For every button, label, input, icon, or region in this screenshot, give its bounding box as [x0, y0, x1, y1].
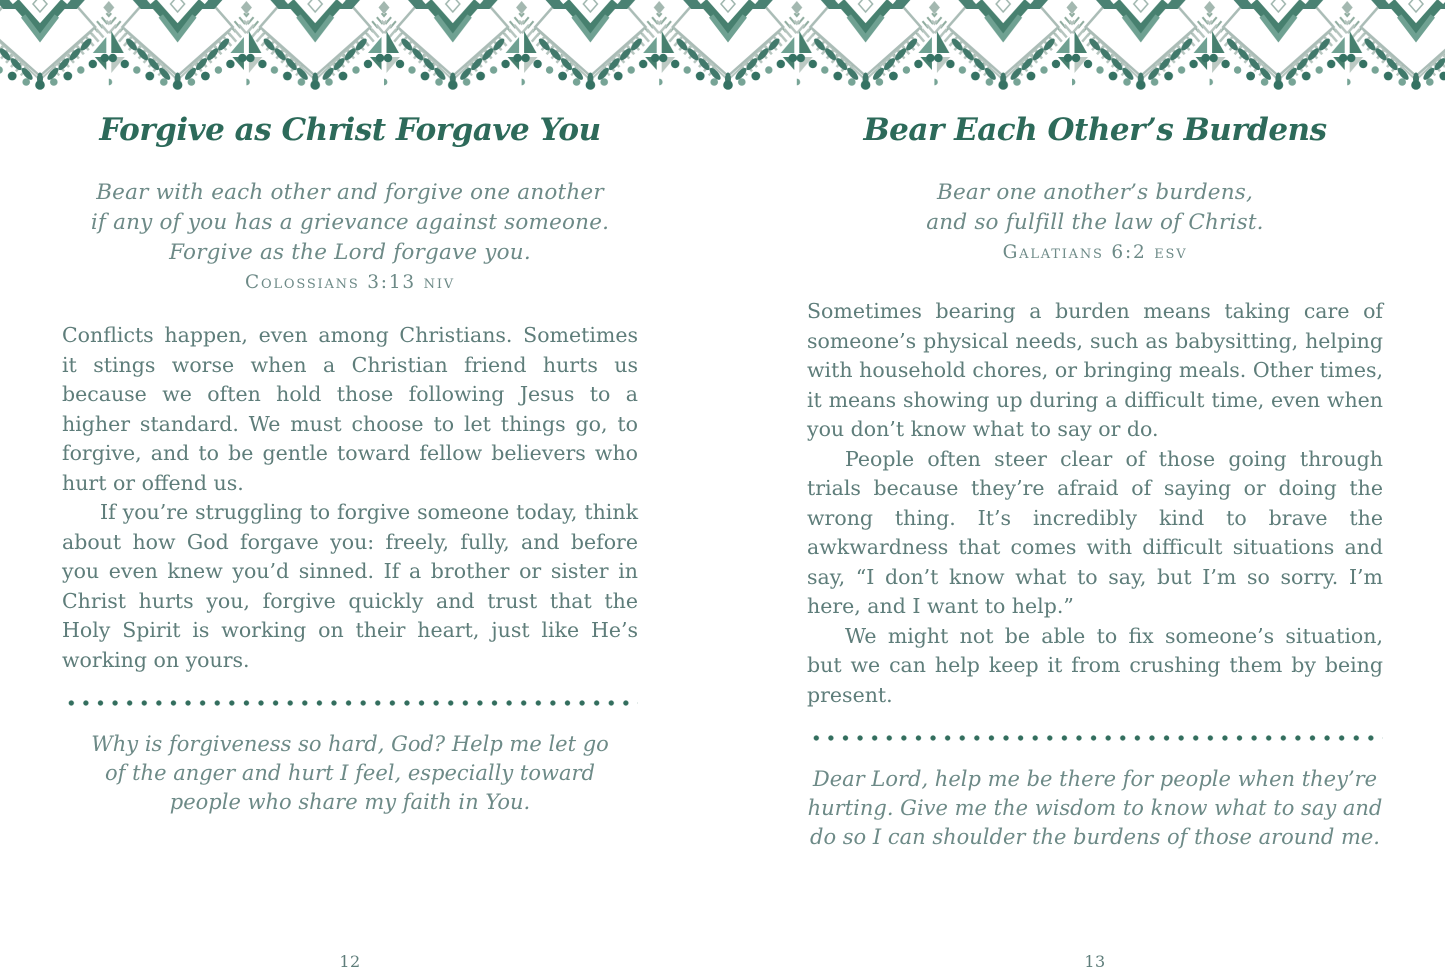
page-number: 12 [339, 952, 361, 971]
prayer-text [62, 730, 638, 817]
scripture-reference: Galatians 6:2 esv [1002, 242, 1188, 263]
prayer-line: hurting. Give me the wisdom to know what to say and [807, 796, 1383, 820]
paragraph: Sometimes bearing a burden means taking care of someone’s physical needs, such as babysitting, helping with household chores, or bringing meals. Other times, it means showing up during a difficult time, even when you don’t know what to say or do. [807, 299, 1383, 441]
verse-line: Bear one another’s burdens, [936, 180, 1254, 205]
page-number: 13 [1084, 952, 1106, 971]
page-title: Bear Each Other’s Burdens [863, 112, 1327, 148]
paragraph: If you’re struggling to forgive someone today, think about how God forgave you: freely, fully, and before you even knew you’d sinned. If a brother or sister in Christ hurts you, forgive quickly and trust that the Holy Spirit is working on their heart, just like He’s working on yours. [62, 500, 638, 672]
scripture-quote [807, 178, 1383, 238]
prayer-line: people who share my faith in You. [169, 790, 531, 814]
prayer-line: Dear Lord, help me be there for people when they’re [812, 767, 1378, 791]
prayer-line: do so I can shoulder the burdens of those around me. [810, 825, 1380, 849]
dotted-divider [62, 700, 638, 706]
devotional-text [62, 321, 638, 675]
page-title: Forgive as Christ Forgave You [99, 112, 601, 148]
page-left [62, 92, 638, 977]
verse-line: Forgive as the Lord forgave you. [169, 240, 531, 265]
prayer-line: of the anger and hurt I feel, especially toward [105, 761, 595, 785]
prayer-text [807, 765, 1383, 852]
verse-line: Bear with each other and forgive one another [96, 180, 604, 205]
dotted-divider [807, 735, 1383, 741]
decorative-border [0, 0, 1445, 92]
prayer-line: Why is forgiveness so hard, God? Help me let go [91, 732, 609, 756]
paragraph: We might not be able to fix someone’s situation, but we can help keep it from crushing them by being present. [807, 623, 1383, 707]
verse-line: and so fulfill the law of Christ. [926, 210, 1264, 235]
page-right [807, 92, 1383, 977]
devotional-text [807, 297, 1383, 710]
scripture-quote [62, 178, 638, 268]
scripture-reference: Colossians 3:13 niv [245, 272, 455, 293]
verse-line: if any of you has a grievance against someone. [90, 210, 610, 235]
paragraph: Conflicts happen, even among Christians. Sometimes it stings worse when a Christian friend hurts us because we often hold those following Jesus to a higher standard. We must choose to let things go, to forgive, and to be gentle toward fellow believers who hurt or offend us. [62, 323, 638, 495]
paragraph: People often steer clear of those going through trials because they’re afraid of saying or doing the wrong thing. It’s incredibly kind to brave the awkwardness that comes with difficult situations and say, “I don’t know what to say, but I’m so sorry. I’m here, and I want to help.” [807, 446, 1383, 618]
